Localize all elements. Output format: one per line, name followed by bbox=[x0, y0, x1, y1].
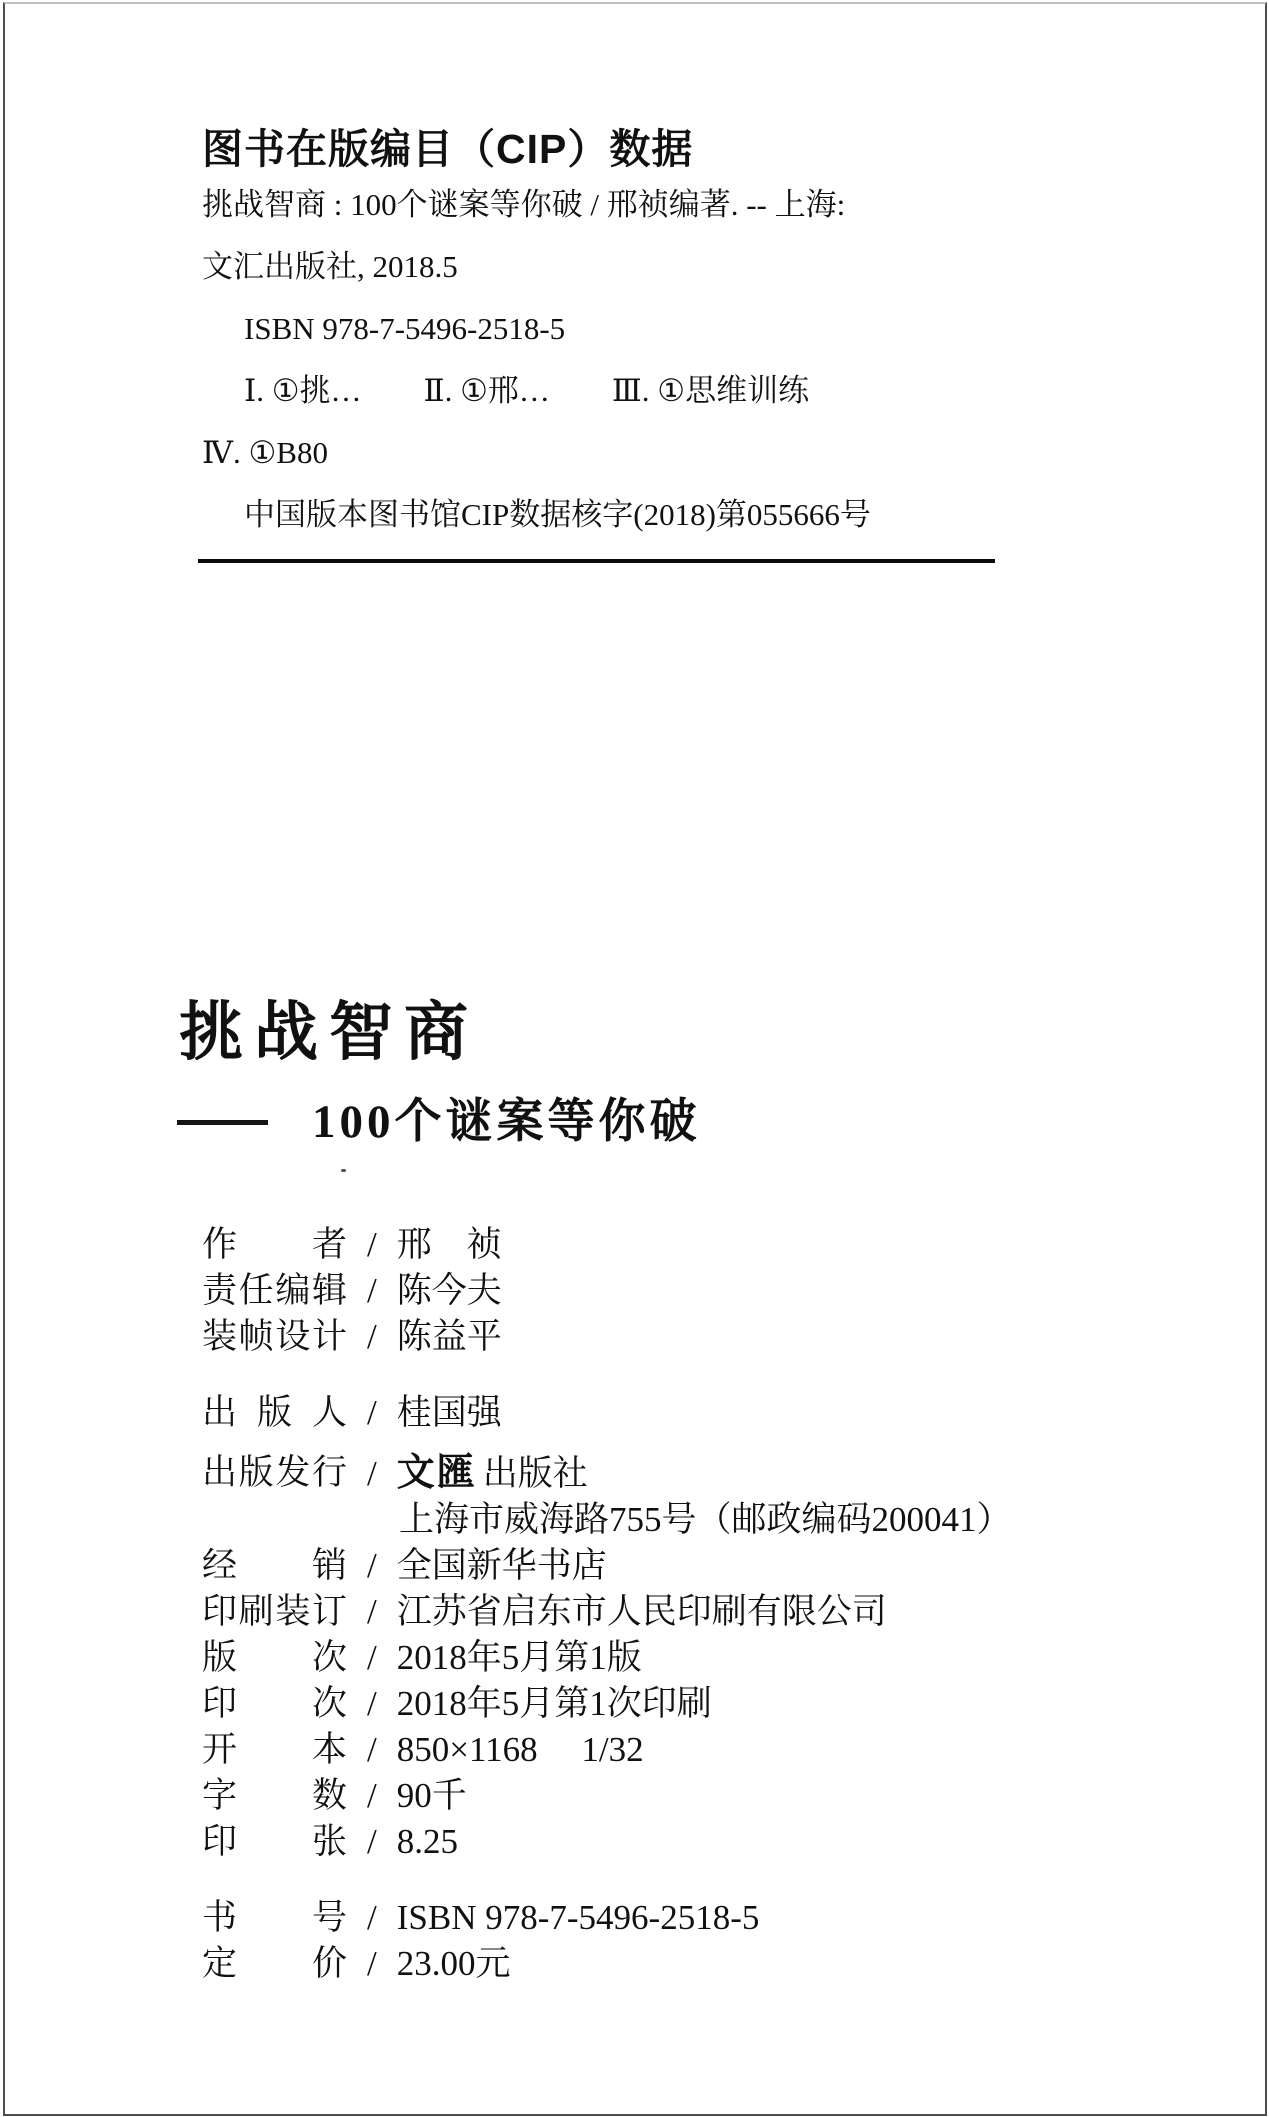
colophon-row bbox=[202, 1635, 1182, 1681]
cip-line: 中国版本图书馆CIP数据核字(2018)第055666号 bbox=[244, 497, 871, 532]
colophon-label: 出版人 bbox=[202, 1393, 347, 1432]
colophon-separator: / bbox=[367, 1898, 377, 1937]
colophon-separator: / bbox=[367, 1730, 377, 1769]
colophon-row bbox=[202, 1314, 1182, 1360]
colophon-value: 2018年5月第1次印刷 bbox=[396, 1684, 712, 1723]
colophon-row bbox=[202, 1543, 1182, 1589]
colophon-row bbox=[202, 1895, 1182, 1941]
colophon-label: 经销 bbox=[202, 1546, 347, 1585]
cip-block bbox=[202, 124, 1102, 546]
cip-line: Ⅳ. ①B80 bbox=[202, 435, 328, 470]
colophon-row bbox=[202, 1941, 1182, 1987]
colophon-separator: / bbox=[367, 1638, 377, 1677]
colophon-value: 90千 bbox=[396, 1776, 467, 1815]
colophon-label: 责任编辑 bbox=[202, 1271, 347, 1310]
colophon-value: 850×1168 1/32 bbox=[396, 1730, 644, 1769]
cip-divider-rule bbox=[198, 559, 995, 563]
colophon-value: 江苏省启东市人民印刷有限公司 bbox=[396, 1592, 887, 1631]
cip-line: 挑战智商 : 100个谜案等你破 / 邢祯编著. -- 上海: bbox=[202, 187, 846, 222]
colophon-label: 出版发行 bbox=[202, 1453, 347, 1492]
publisher-logo-text: 文匯 bbox=[396, 1452, 477, 1494]
colophon-separator: / bbox=[367, 1225, 377, 1264]
colophon-row bbox=[202, 1589, 1182, 1635]
colophon-separator: / bbox=[367, 1592, 377, 1631]
ink-speck bbox=[341, 1169, 346, 1172]
colophon-separator: / bbox=[367, 1684, 377, 1723]
colophon-row bbox=[202, 1727, 1182, 1773]
colophon-value: 邢 祯 bbox=[396, 1225, 502, 1264]
colophon-separator: / bbox=[367, 1271, 377, 1310]
colophon-value: 桂国强 bbox=[396, 1393, 502, 1432]
cip-line: 文汇出版社, 2018.5 bbox=[202, 249, 458, 284]
colophon-label: 开本 bbox=[202, 1730, 347, 1769]
colophon-value: ISBN 978-7-5496-2518-5 bbox=[396, 1898, 760, 1937]
colophon-separator: / bbox=[367, 1944, 377, 1983]
colophon-label: 版次 bbox=[202, 1638, 347, 1677]
colophon-row bbox=[202, 1390, 1182, 1436]
colophon-value: 2018年5月第1版 bbox=[396, 1638, 642, 1677]
cip-heading: 图书在版编目（CIP）数据 bbox=[202, 126, 694, 172]
publisher-address-line: 上海市威海路755号（邮政编码200041） bbox=[399, 1500, 1012, 1539]
colophon-label: 印张 bbox=[202, 1822, 347, 1861]
colophon-row bbox=[202, 1222, 1182, 1268]
colophon-value: 陈益平 bbox=[396, 1317, 502, 1356]
colophon-label: 印刷装订 bbox=[202, 1592, 347, 1631]
colophon-value: 8.25 bbox=[396, 1822, 458, 1861]
colophon-row bbox=[202, 1819, 1182, 1865]
book-subtitle: 100个谜案等你破 bbox=[312, 1096, 701, 1148]
colophon-value: 全国新华书店 bbox=[396, 1546, 607, 1585]
colophon-block bbox=[202, 1222, 1182, 1987]
colophon-separator: / bbox=[367, 1454, 377, 1493]
colophon-separator: / bbox=[367, 1776, 377, 1815]
colophon-value: 23.00元 bbox=[396, 1944, 511, 1983]
colophon-separator: / bbox=[367, 1822, 377, 1861]
colophon-label: 印次 bbox=[202, 1684, 347, 1723]
colophon-label: 定价 bbox=[202, 1944, 347, 1983]
colophon-row bbox=[202, 1773, 1182, 1819]
colophon-label: 字数 bbox=[202, 1776, 347, 1815]
cip-lines bbox=[202, 174, 1102, 546]
colophon-label: 作者 bbox=[202, 1225, 347, 1264]
cip-line: ISBN 978-7-5496-2518-5 bbox=[244, 311, 566, 346]
colophon-value: 陈今夫 bbox=[396, 1271, 502, 1310]
book-subtitle-row bbox=[177, 1094, 701, 1150]
colophon-label: 装帧设计 bbox=[202, 1317, 347, 1356]
colophon-row bbox=[202, 1681, 1182, 1727]
book-title: 挑战智商 bbox=[179, 996, 479, 1068]
colophon-separator: / bbox=[367, 1546, 377, 1585]
colophon-value: 文匯 出版社 bbox=[396, 1452, 588, 1494]
subtitle-dash bbox=[177, 1120, 268, 1125]
colophon-row bbox=[202, 1450, 1182, 1497]
colophon-separator: / bbox=[367, 1317, 377, 1356]
colophon-row bbox=[202, 1268, 1182, 1314]
colophon-separator: / bbox=[367, 1393, 377, 1432]
colophon-label: 书号 bbox=[202, 1898, 347, 1937]
cip-line: Ⅰ. ①挑… Ⅱ. ①邢… Ⅲ. ①思维训练 bbox=[244, 373, 810, 408]
